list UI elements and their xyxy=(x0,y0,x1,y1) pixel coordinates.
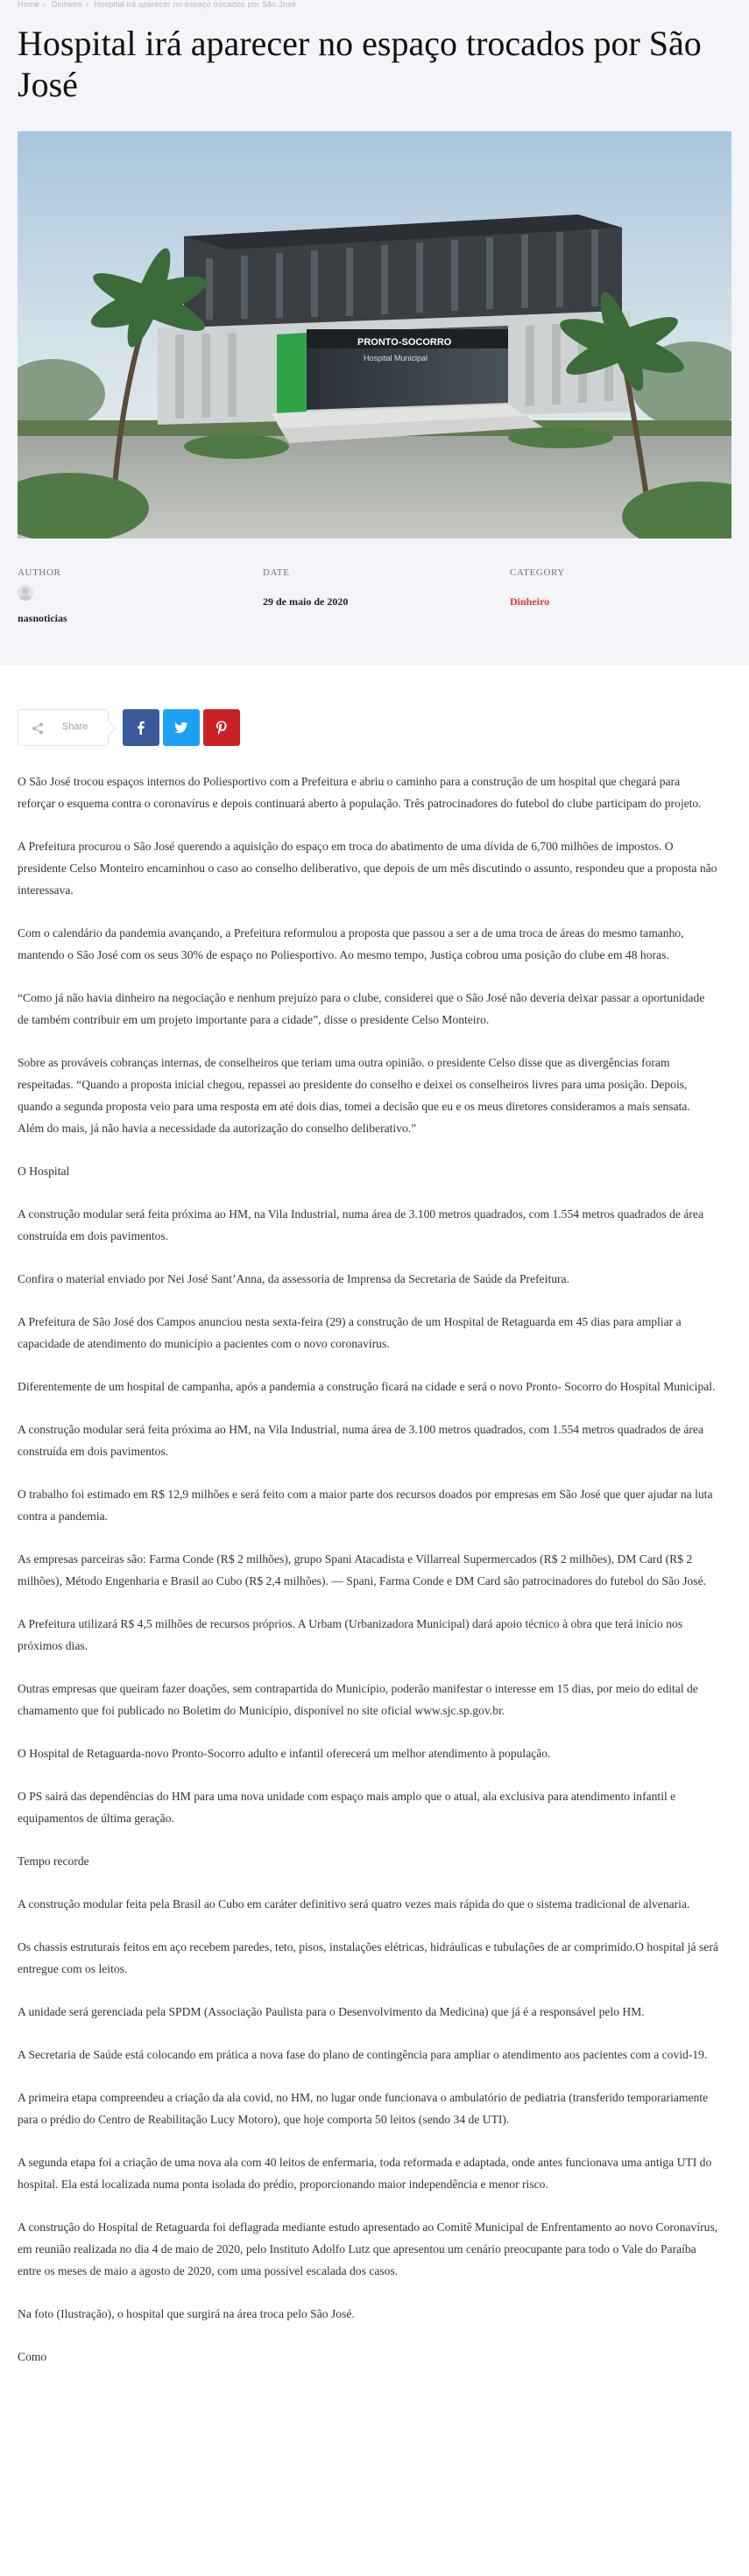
avatar[interactable] xyxy=(18,585,33,601)
publish-date: 29 de maio de 2020 xyxy=(263,595,349,608)
paragraph: A Prefeitura de São José dos Campos anunciou nesta sexta-feira (29) a construção de um Hospital de Retaguarda em 45 dias para ampliar a capacidade de atendimento do município a pacientes com o novo coronavírus. xyxy=(18,1315,682,1350)
paragraph: Na foto (Ilustração), o hospital que surgirá na área troca pelo São José. xyxy=(18,2307,355,2320)
paragraph: A segunda etapa foi a criação de uma nova ala com 40 leitos de enfermaria, toda reformada e adaptada, onde antes funcionava uma antiga UTI do hospital. Ela está localizada numa ponta isolada do prédio, proporcionando maior independência e menor risco. xyxy=(18,2156,712,2191)
twitter-icon xyxy=(173,720,189,735)
paragraph: A construção modular feita pela Brasil ao Cubo em caráter definitivo será quatro vezes mais rápida do que o sistema tradicional de alvenaria. xyxy=(18,1897,690,1911)
paragraph: Confira o material enviado por Nei José Sant’Anna, da assessoria de Imprensa da Secretaria de Saúde da Prefeitura. xyxy=(18,1272,569,1285)
paragraph: O São José trocou espaços internos do Poliesportivo com a Prefeitura e abriu o caminho para a construção de um hospital que chegará para reforçar o esquema contra o coronavírus e depois continuará aberto à população. Três patrocinadores do futebol do clube participam do projeto. xyxy=(18,775,702,810)
breadcrumb-category[interactable]: Dinheiro xyxy=(51,0,82,9)
category-link[interactable]: Dinheiro xyxy=(510,595,550,608)
facebook-icon xyxy=(133,720,149,735)
category-label: CATEGORY xyxy=(510,567,565,578)
paragraph: A primeira etapa compreendeu a criação da ala covid, no HM, no lugar onde funcionava o ambulatório de pediatria (transferido temporariamente para o prédio do Centro de Reabilitação Lucy Motoro), que hoje comporta 50 leitos (sendo 34 de UTI). xyxy=(18,2091,709,2126)
sign-line-2: Hospital Municipal xyxy=(364,354,428,362)
paragraph: “Como já não havia dinheiro na negociação e nenhum prejuízo para o clube, considerei que o São José não deveria deixar passar a oportunidade de também contribuir em um projeto importante para a cidade”, disse o presidente Celso Monteiro. xyxy=(18,991,705,1026)
pinterest-share-button[interactable] xyxy=(203,709,240,746)
paragraph: O PS sairá das dependências do HM para uma nova unidade com espaço mais amplo que o atual, ala exclusiva para atendimento infantil e equipamentos de última geração. xyxy=(18,1790,676,1825)
paragraph: A construção do Hospital de Retaguarda foi deflagrada mediante estudo apresentado ao Comitê Municipal de Enfrentamento ao novo Coronavírus, em reunião realizada no dia 4 de maio de 2020, pelo Instituto Adolfo Lutz que apresentou um cenário preocupante para todo o Vale do Paraíba entre os meses de maio a agosto de 2020, com uma possível escalada dos casos. xyxy=(18,2221,718,2277)
paragraph: Outras empresas que queiram fazer doações, sem contrapartida do Município, poderão manifestar o interesse em 15 dias, por meio do edital de chamamento que foi publicado no Boletim do Município, disponível no site oficial www.sjc.sp.gov.br. xyxy=(18,1682,698,1717)
paragraph: A Prefeitura utilizará R$ 4,5 milhões de recursos próprios. A Urbam (Urbanizadora Municipal) dará apoio técnico à obra que terá início nos próximos dias. xyxy=(18,1617,683,1652)
author-name[interactable]: nasnoticias xyxy=(18,612,67,624)
article-header xyxy=(0,0,749,665)
breadcrumb-current: Hospital irá aparecer no espaço trocados por São José xyxy=(94,0,296,9)
breadcrumb: Home › Dinheiro › Hospital irá aparecer no espaço trocados por São José xyxy=(18,0,296,9)
hospital-rendering xyxy=(18,131,731,538)
paragraph: As empresas parceiras são: Farma Conde (R$ 2 milhões), grupo Spani Atacadista e Villarreal Supermercados (R$ 2 milhões), DM Card (R$ 2 milhões), Método Engenharia e Brasil ao Cubo (R$ 2,4 milhões). — Spani, Farma Conde e DM Card são patrocinadores do futebol do São José. xyxy=(18,1552,707,1587)
paragraph: Com o calendário da pandemia avançando, a Prefeitura reformulou a proposta que passou a ser a de uma troca de áreas do mesmo tamanho, mantendo o São José com os seus 30% de espaço no Poliesportivo. Ao mesmo tempo, Justiça cobrou uma posição do clube em 48 horas. xyxy=(18,926,684,961)
paragraph: A construção modular será feita próxima ao HM, na Vila Industrial, numa área de 3.100 metros quadrados, com 1.554 metros quadrados de área construída em dois pavimentos. xyxy=(18,1207,703,1242)
paragraph: A Secretaria de Saúde está colocando em prática a nova fase do plano de contingência para ampliar o atendimento aos pacientes com a covid-19. xyxy=(18,2048,708,2061)
paragraph: A Prefeitura procurou o São José querendo a aquisição do espaço em troca do abatimento de uma dívida de 6,700 milhões de impostos. O presidente Celso Monteiro encaminhou o caso ao conselho deliberativo, que depois de um mês discutindo o assunto, respondeu que a proposta não interessava. xyxy=(18,840,717,897)
paragraph: O trabalho foi estimado em R$ 12,9 milhões e será feito com a maior parte dos recursos doados por empresas em São José que quer ajudar na luta contra a pandemia. xyxy=(18,1488,713,1523)
paragraph: Como xyxy=(18,2350,47,2363)
breadcrumb-home[interactable]: Home xyxy=(18,0,39,9)
paragraph: Sobre as prováveis cobranças internas, de conselheiros que teriam uma outra opinião. o presidente Celso disse que as divergências foram respeitadas. “Quando a proposta inicial chegou, repassei ao presidente do conselho e deixei os conselheiros livres para uma posição. Depois, quando a segunda proposta veio para uma resposta em até dois dias, tomei a decisão que eu e os meus diretores consideramos a mais sensata. Além do mais, já não havia a necessidade da autorização do conselho deliberativo.” xyxy=(18,1056,690,1135)
paragraph: A unidade será gerenciada pela SPDM (Associação Paulista para o Desenvolvimento da Medicina) que já é a responsável pelo HM. xyxy=(18,2005,645,2018)
author-label: AUTHOR xyxy=(18,567,61,578)
section-heading: O Hospital xyxy=(18,1165,70,1178)
facebook-share-button[interactable] xyxy=(123,709,159,746)
sign-line-1: PRONTO-SOCORRO xyxy=(357,337,452,348)
featured-image xyxy=(18,131,731,538)
share-button[interactable] xyxy=(18,709,109,746)
pinterest-icon xyxy=(214,720,230,735)
paragraph: O Hospital de Retaguarda-novo Pronto-Socorro adulto e infantil oferecerá um melhor atendimento à população. xyxy=(18,1747,551,1760)
paragraph: Diferentemente de um hospital de campanha, após a pandemia a construção ficará na cidade e será o novo Pronto- Socorro do Hospital Municipal. xyxy=(18,1380,716,1393)
paragraph: A construção modular será feita próxima ao HM, na Vila Industrial, numa área de 3.100 metros quadrados, com 1.554 metros quadrados de área construída em dois pavimentos. xyxy=(18,1423,703,1458)
page-title: Hospital irá aparecer no espaço trocados por São José xyxy=(18,24,702,104)
paragraph: Os chassis estruturais feitos em aço recebem paredes, teto, pisos, instalações elétricas, hidráulicas e tubulações de ar comprimido.O hospital já será entregue com os leitos. xyxy=(18,1940,718,1975)
article-body xyxy=(18,771,718,2389)
twitter-share-button[interactable] xyxy=(163,709,200,746)
date-label: DATE xyxy=(263,567,290,578)
share-label: Share xyxy=(62,721,88,732)
share-icon xyxy=(31,721,45,735)
section-heading: Tempo recorde xyxy=(18,1855,89,1868)
